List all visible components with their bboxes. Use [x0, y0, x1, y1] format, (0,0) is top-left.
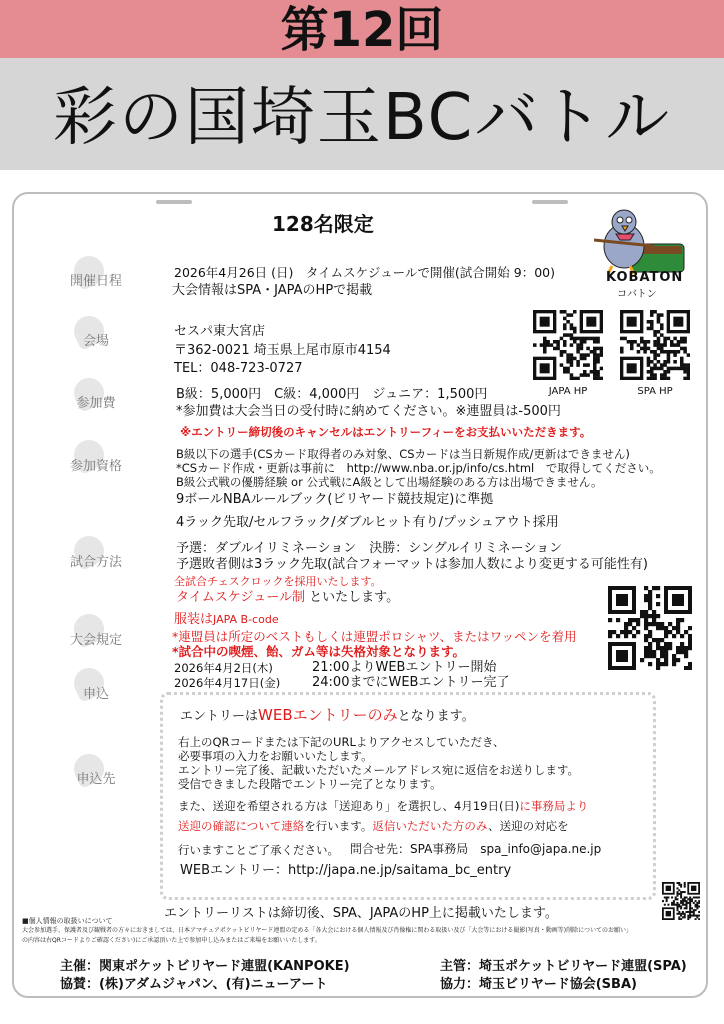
- entry-instruction-2: 必要事項の入力をお願いいたします。: [178, 749, 373, 763]
- match-rules-line: 4ラック先取/セルフラック/ダブルヒット有り/プッシュアウト採用: [176, 515, 559, 530]
- date-line: 2026年4月26日 (日) タイムスケジュールで開催(試合開始 9：00): [174, 265, 555, 280]
- disqualification-rule: *試合中の喫煙、飴、ガム等は失格対象となります。: [172, 644, 466, 659]
- event-title: 彩の国埼玉BCバトル: [52, 81, 672, 155]
- eligibility-line-1: B級以下の選手(CSカード取得者のみ対象、CSカードは当日新規作成/更新はできません): [176, 447, 630, 461]
- mascot-name-jp: コバトン: [617, 289, 657, 300]
- eligibility-line-2: *CSカード作成・更新は事前に http://www.nba.or.jp/info/cs.html で取得してください。: [176, 461, 661, 475]
- spa-hp-qr-label: SPA HP: [637, 386, 673, 397]
- label-fee: 参加費: [76, 396, 116, 411]
- shuttle-note-a: また、送迎を希望される方は「送迎あり」を選択し、4月19日(日): [178, 799, 520, 813]
- entry-instruction-4: 受信できました段階でエントリー完了となります。: [178, 777, 442, 791]
- member-dress-rule: *連盟員は所定のベストもしくは連盟ポロシャツ、またはワッペンを着用: [172, 629, 577, 644]
- time-schedule-label: タイムスケジュール制: [176, 590, 305, 605]
- pigeon-icon: [594, 206, 686, 278]
- contact-info[interactable]: 問合せ先：SPA事務局 spa_info@japa.ne.jp: [350, 842, 602, 856]
- card-handle-left: [156, 200, 192, 204]
- time-schedule-suffix: といたします。: [309, 590, 400, 605]
- entry-start-text: 21:00よりWEBエントリー開始: [312, 660, 497, 675]
- shuttle-reply-only: 返信いただいた方のみ: [372, 819, 489, 833]
- spa-hp-qr-icon[interactable]: [620, 310, 690, 380]
- mascot-name-en: KOBATON: [606, 270, 684, 285]
- fee-line: B級：5,000円 C級：4,000円 ジュニア：1,500円: [176, 387, 488, 402]
- entry-instruction-3: エントリー完了後、記載いただいたメールアドレス宛に返信をお送りします。: [178, 763, 580, 777]
- entry-head-c: となります。: [397, 709, 475, 724]
- entry-consent: 行いますことご了承ください。: [178, 843, 339, 857]
- ruleset-line: 9ボールNBAルールブック(ビリヤード競技規定)に準拠: [176, 492, 494, 507]
- entry-end-date: 2026年4月17日(金): [174, 676, 281, 690]
- entry-qr-icon[interactable]: [608, 586, 692, 670]
- label-apply-to: 申込先: [76, 772, 116, 787]
- cooperation: 協力：埼玉ビリヤード協会(SBA): [440, 977, 637, 992]
- entry-start-date: 2026年4月2日(木): [174, 661, 273, 675]
- web-entry-only: WEBエントリーのみ: [258, 706, 398, 724]
- label-eligibility: 参加資格: [69, 459, 122, 474]
- label-rules: 大会規定: [69, 633, 122, 648]
- shuttle-note-b: に事務局より: [519, 799, 589, 813]
- web-entry-url[interactable]: WEBエントリー：http://japa.ne.jp/saitama_bc_entry: [180, 863, 512, 878]
- privacy-qr-icon[interactable]: [662, 882, 700, 920]
- label-venue: 会場: [82, 334, 109, 349]
- fee-payment-note: *参加費は大会当日の受付時に納めてください。※連盟員は-500円: [176, 404, 561, 419]
- label-format: 試合方法: [69, 555, 122, 570]
- dress-code-prefix: 服装は: [174, 612, 214, 627]
- privacy-line-2: の内容は右QRコードよりご確認ください)にご承認頂いた上で参加申し込みまたはご来場をお願いいたします。: [22, 937, 321, 944]
- privacy-title: ■個人情報の取扱いについて: [22, 917, 113, 925]
- cancel-fee-notice: ※エントリー締切後のキャンセルはエントリーフィーをお支払いいただきます。: [180, 425, 592, 439]
- format-line-2: 予選敗者側は3ラック先取(試合フォーマットは参加人数により変更する可能性有): [176, 557, 648, 572]
- label-apply: 申込: [82, 687, 109, 702]
- venue-name: セスパ東大宮店: [174, 324, 266, 339]
- shuttle-note-d: 、送迎の対応を: [488, 819, 569, 833]
- edition-title: 第12回: [280, 2, 444, 58]
- kobaton-mascot: [594, 206, 686, 278]
- entry-list-note: エントリーリストは締切後、SPA、JAPAのHP上に掲載いたします。: [164, 906, 558, 921]
- manager: 主管：埼玉ポケットビリヤード連盟(SPA): [440, 959, 687, 974]
- shuttle-contact: 送迎の確認について連絡: [178, 819, 305, 833]
- venue-address: 〒362-0021 埼玉県上尾市原市4154: [174, 343, 391, 358]
- entry-end-text: 24:00までにWEBエントリー完了: [312, 675, 510, 690]
- entry-instruction-1: 右上のQRコードまたは下記のURLよりアクセスしていただき、: [178, 735, 505, 749]
- dress-code-value: JAPA B-code: [213, 613, 279, 626]
- chess-clock-note: 全試合チェスクロックを採用いたします。: [174, 575, 382, 588]
- japa-hp-qr-icon[interactable]: [533, 310, 603, 380]
- card-handle-right: [532, 200, 568, 204]
- label-date: 開催日程: [69, 274, 122, 289]
- format-line-1: 予選：ダブルイリミネーション 決勝：シングルイリミネーション: [176, 541, 563, 556]
- entry-head-a: エントリーは: [180, 709, 259, 724]
- eligibility-line-3: B級公式戦の優勝経験 or 公式戦にA級として出場経験のある方は出場できません。: [176, 475, 603, 489]
- shuttle-note-c: を行います。: [304, 819, 373, 833]
- capacity-limit: 128名限定: [272, 212, 374, 236]
- privacy-line-1: 大会参加選手、保護者及び観戦者の方々におきましては、日本アマチュアポケットビリヤード連盟の定める「各大会における個人情報及び肖像権に関わる取扱い及び「大会等における撮影(写真・動画等)削除についてのお願い」: [22, 927, 632, 934]
- organizer: 主催：関東ポケットビリヤード連盟(KANPOKE): [60, 959, 350, 974]
- sponsor: 協賛：(株)アダムジャパン、(有)ニューアート: [60, 977, 328, 992]
- venue-tel: TEL：048-723-0727: [174, 361, 303, 376]
- japa-hp-qr-label: JAPA HP: [548, 386, 588, 397]
- info-source-line: 大会情報はSPA・JAPAのHPで掲載: [172, 283, 373, 298]
